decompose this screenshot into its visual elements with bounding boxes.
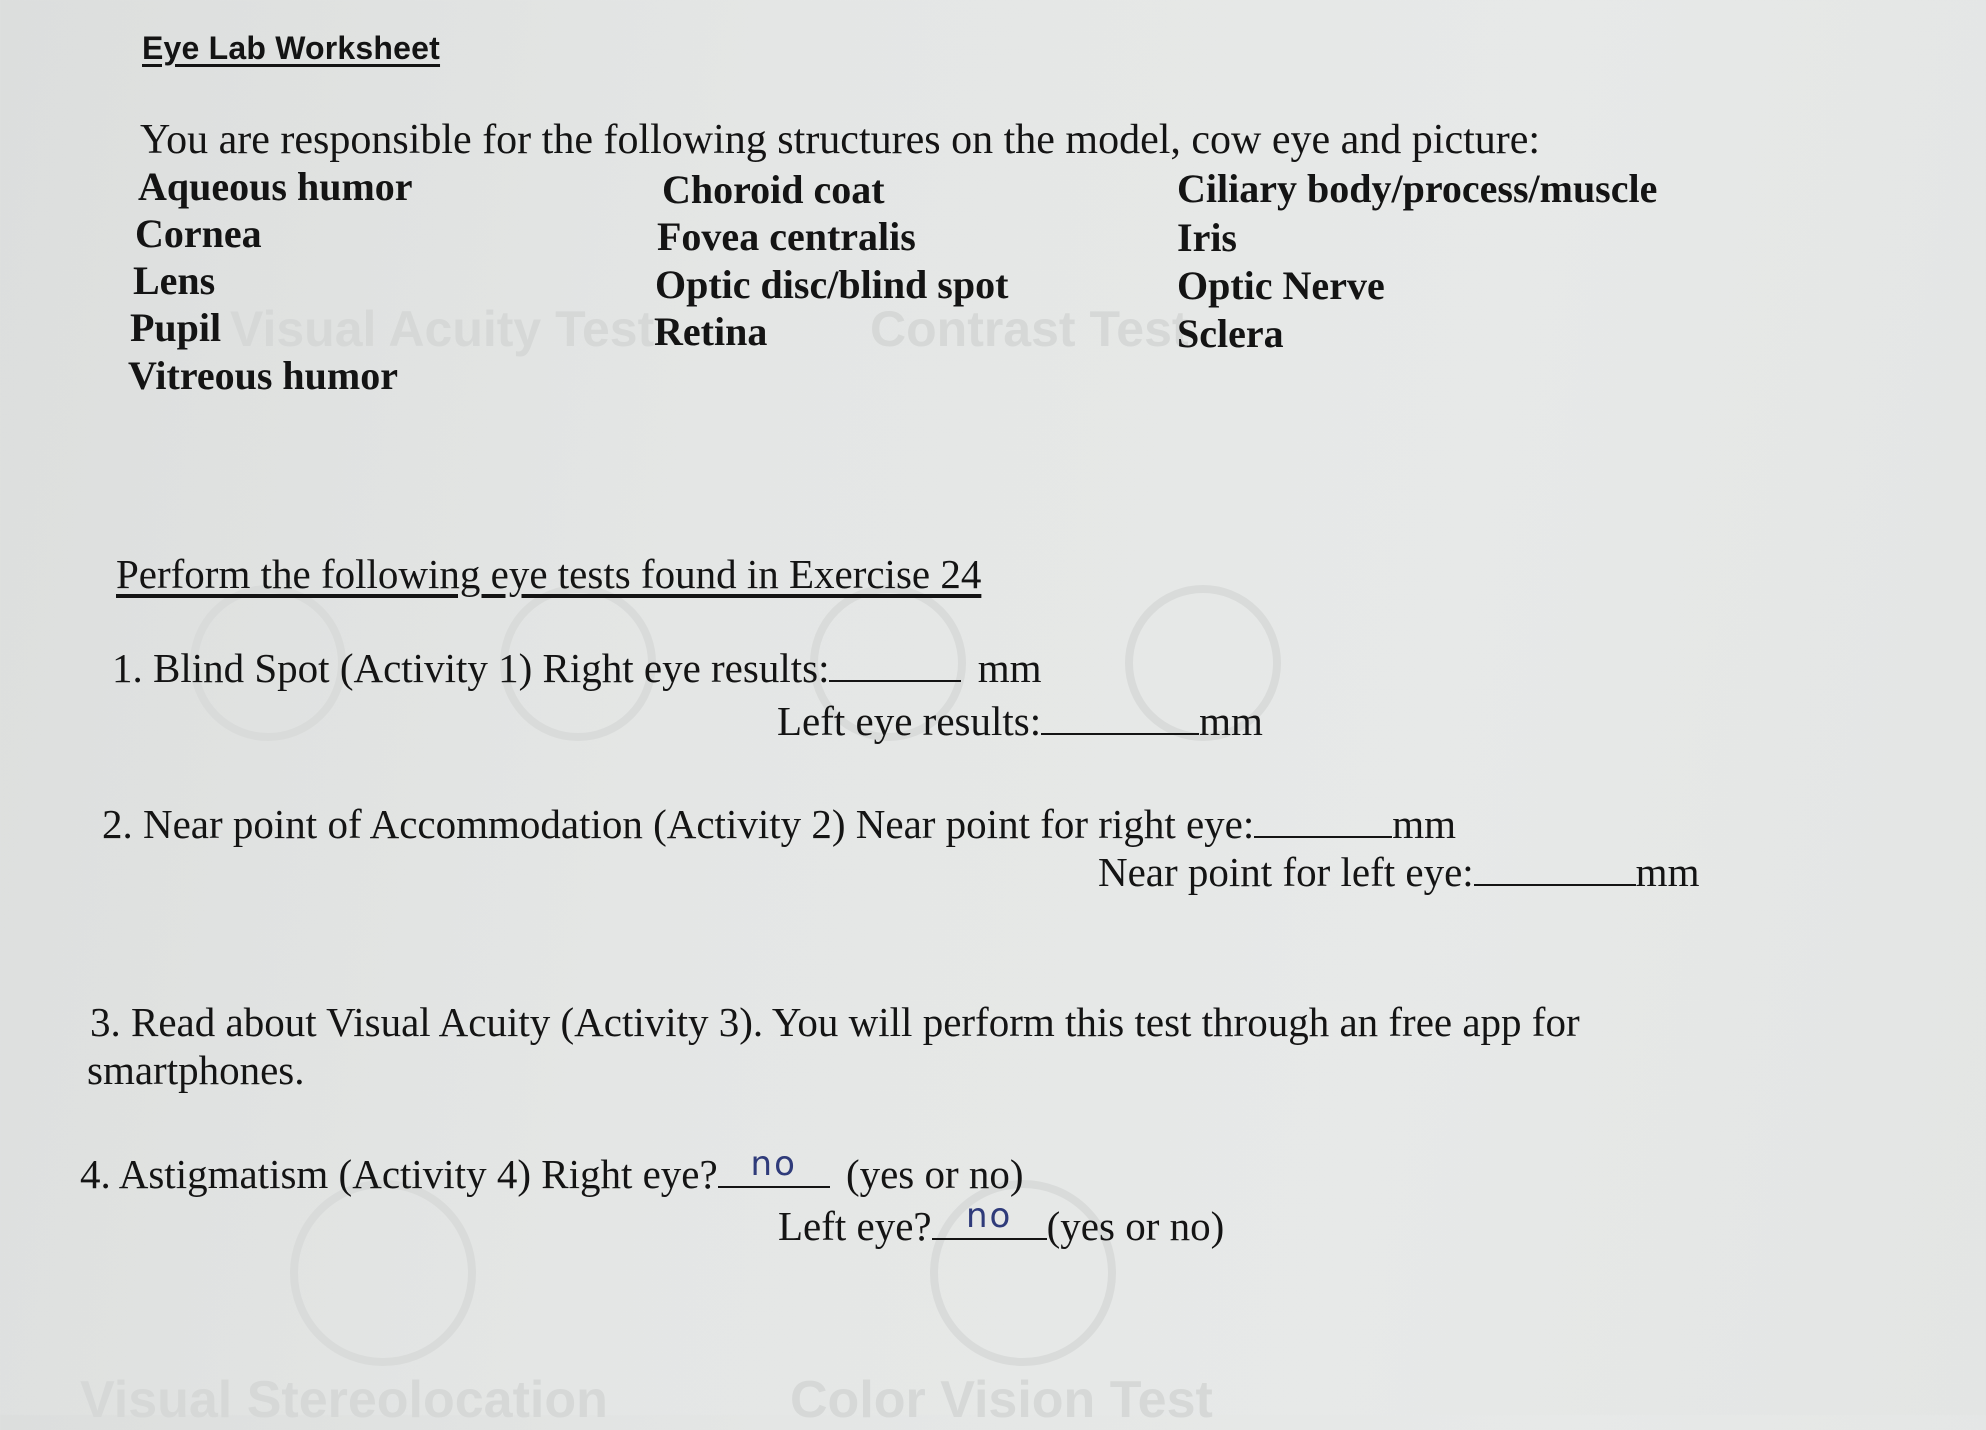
structure-item: Sclera [1177, 311, 1284, 356]
structure-item: Lens [133, 258, 216, 303]
bleed-through-text: Color Vision Test [790, 1371, 1213, 1429]
astigmatism-left-answer: no [965, 1196, 1013, 1236]
structure-item: Iris [1177, 215, 1237, 260]
astigmatism-right-label: 4. Astigmatism (Activity 4) Right eye? [80, 1151, 718, 1197]
intro-text: You are responsible for the following structures on the model, cow eye and picture: [140, 117, 1541, 163]
blind-spot-right-unit: mm [977, 645, 1042, 691]
astigmatism-left-blank[interactable] [932, 1196, 1047, 1240]
astigmatism-left-line [778, 1196, 1225, 1250]
blind-spot-right-label: 1. Blind Spot (Activity 1) Right eye results: [112, 645, 830, 691]
visual-acuity-line-2: smartphones. [87, 1047, 305, 1093]
astigmatism-right-suffix: (yes or no) [845, 1151, 1024, 1197]
bleed-through-face [290, 1180, 476, 1366]
structure-item: Choroid coat [662, 167, 885, 212]
tests-heading: Perform the following eye tests found in Exercise 24 [116, 551, 982, 597]
blind-spot-left-label: Left eye results: [777, 698, 1042, 744]
astigmatism-right-answer: no [750, 1144, 797, 1184]
near-point-right-line [102, 800, 1456, 848]
blind-spot-right-blank[interactable] [829, 646, 961, 682]
near-point-right-unit: mm [1392, 801, 1457, 847]
near-point-right-blank[interactable] [1254, 802, 1392, 838]
near-point-left-unit: mm [1635, 849, 1700, 895]
worksheet-title: Eye Lab Worksheet [142, 30, 441, 66]
astigmatism-right-blank[interactable] [718, 1144, 830, 1188]
near-point-left-label: Near point for left eye: [1098, 849, 1474, 895]
bleed-through-text: Contrast Test [870, 301, 1189, 357]
near-point-right-label: 2. Near point of Accommodation (Activity 2) Near point for right eye: [102, 801, 1255, 847]
structure-item: Cornea [135, 211, 262, 256]
astigmatism-left-suffix: (yes or no) [1046, 1203, 1225, 1249]
structure-item: Fovea centralis [657, 214, 916, 259]
visual-acuity-line-1: 3. Read about Visual Acuity (Activity 3). You will perform this test through an free app for [90, 999, 1580, 1045]
structure-item: Aqueous humor [138, 164, 413, 209]
structure-item: Vitreous humor [128, 353, 398, 398]
bleed-through-text: Visual Stereolocation [80, 1371, 608, 1429]
structure-item: Pupil [130, 305, 222, 350]
astigmatism-left-label: Left eye? [778, 1203, 932, 1249]
near-point-left-blank[interactable] [1474, 850, 1636, 886]
bleed-through-text: Visual Acuity Test [230, 301, 655, 357]
structure-item: Retina [654, 309, 768, 354]
blind-spot-left-line [777, 697, 1263, 745]
structure-item: Ciliary body/process/muscle [1177, 166, 1658, 211]
structure-item: Optic disc/blind spot [655, 262, 1009, 307]
structure-item: Optic Nerve [1177, 263, 1385, 308]
blind-spot-left-blank[interactable] [1041, 699, 1199, 735]
near-point-left-line [1098, 848, 1699, 896]
blind-spot-left-unit: mm [1199, 698, 1263, 744]
astigmatism-right-line [80, 1144, 1024, 1198]
blind-spot-right-line [112, 644, 1042, 692]
